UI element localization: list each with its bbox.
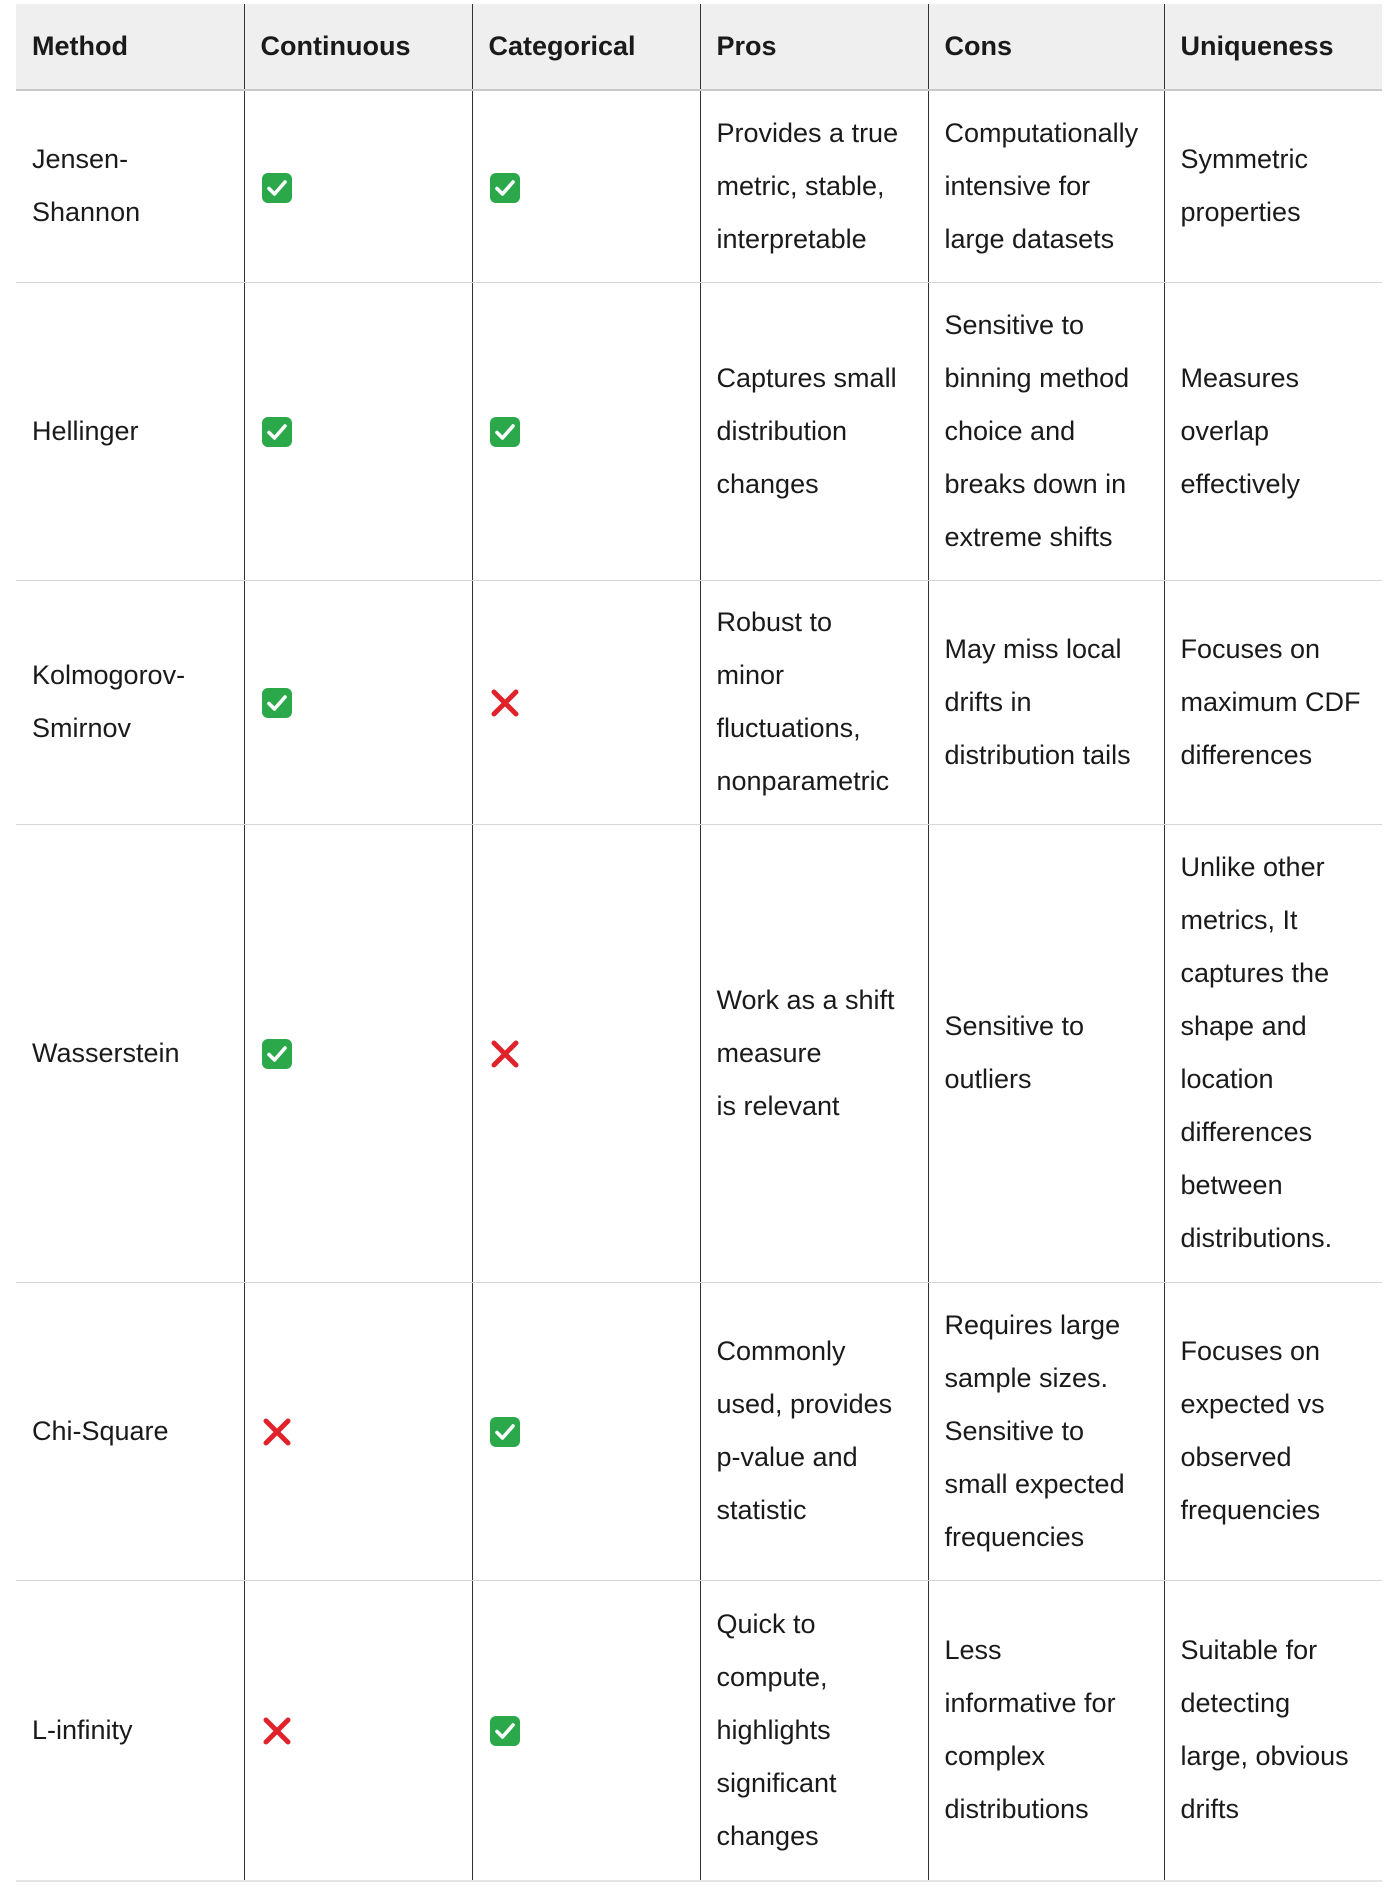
cell-categorical — [472, 90, 700, 282]
cell-method: Kolmogorov- Smirnov — [16, 580, 244, 824]
cell-pros: Captures small distribution changes — [700, 282, 928, 580]
cell-uniqueness: Focuses on expected vs observed frequencies — [1164, 1282, 1382, 1580]
table-row — [16, 1282, 1382, 1580]
header-pros: Pros — [700, 4, 928, 90]
cell-continuous — [244, 1282, 472, 1580]
check-mark-icon — [261, 687, 293, 719]
cell-method: L-infinity — [16, 1580, 244, 1880]
cell-categorical — [472, 1580, 700, 1880]
check-mark-icon — [489, 416, 521, 448]
cell-method: Hellinger — [16, 282, 244, 580]
header-categorical: Categorical — [472, 4, 700, 90]
cell-categorical — [472, 580, 700, 824]
cell-method: Chi-Square — [16, 1282, 244, 1580]
cross-mark-icon — [261, 1416, 293, 1448]
header-method: Method — [16, 4, 244, 90]
table-row — [16, 1580, 1382, 1880]
cell-continuous — [244, 824, 472, 1282]
cell-uniqueness: Measures overlap effectively — [1164, 282, 1382, 580]
header-row — [16, 4, 1382, 90]
cell-continuous — [244, 282, 472, 580]
cross-mark-icon — [489, 1038, 521, 1070]
cell-categorical — [472, 1282, 700, 1580]
cell-pros: Quick to compute, highlights significant changes — [700, 1580, 928, 1880]
cell-pros: Work as a shift measure is relevant — [700, 824, 928, 1282]
cell-cons: Computationally intensive for large datasets — [928, 90, 1164, 282]
header-cons: Cons — [928, 4, 1164, 90]
cell-cons: Less informative for complex distributions — [928, 1580, 1164, 1880]
table-body — [16, 90, 1382, 1880]
table-row — [16, 824, 1382, 1282]
bottom-divider — [16, 1880, 1382, 1882]
cell-continuous — [244, 580, 472, 824]
check-mark-icon — [489, 172, 521, 204]
header-uniqueness: Uniqueness — [1164, 4, 1382, 90]
cell-uniqueness: Suitable for detecting large, obvious drifts — [1164, 1580, 1382, 1880]
cell-method: Wasserstein — [16, 824, 244, 1282]
cell-cons: Requires large sample sizes. Sensitive to small expected frequencies — [928, 1282, 1164, 1580]
cell-uniqueness: Unlike other metrics, It captures the shape and location differences between distributions. — [1164, 824, 1382, 1282]
cell-uniqueness: Focuses on maximum CDF differences — [1164, 580, 1382, 824]
cross-mark-icon — [489, 687, 521, 719]
check-mark-icon — [261, 1038, 293, 1070]
cell-uniqueness: Symmetric properties — [1164, 90, 1382, 282]
check-mark-icon — [489, 1416, 521, 1448]
cell-continuous — [244, 90, 472, 282]
cross-mark-icon — [261, 1715, 293, 1747]
cell-pros: Robust to minor fluctuations, nonparametric — [700, 580, 928, 824]
cell-method: Jensen- Shannon — [16, 90, 244, 282]
cell-categorical — [472, 282, 700, 580]
cell-cons: Sensitive to binning method choice and breaks down in extreme shifts — [928, 282, 1164, 580]
cell-cons: May miss local drifts in distribution tails — [928, 580, 1164, 824]
check-mark-icon — [261, 172, 293, 204]
check-mark-icon — [489, 1715, 521, 1747]
table-row — [16, 90, 1382, 282]
cell-categorical — [472, 824, 700, 1282]
comparison-table — [16, 4, 1382, 1881]
comparison-table-container — [16, 4, 1382, 1881]
cell-pros: Provides a true metric, stable, interpretable — [700, 90, 928, 282]
check-mark-icon — [261, 416, 293, 448]
cell-cons: Sensitive to outliers — [928, 824, 1164, 1282]
table-row — [16, 282, 1382, 580]
table-header — [16, 4, 1382, 90]
table-row — [16, 580, 1382, 824]
cell-pros: Commonly used, provides p-value and statistic — [700, 1282, 928, 1580]
cell-continuous — [244, 1580, 472, 1880]
header-continuous: Continuous — [244, 4, 472, 90]
